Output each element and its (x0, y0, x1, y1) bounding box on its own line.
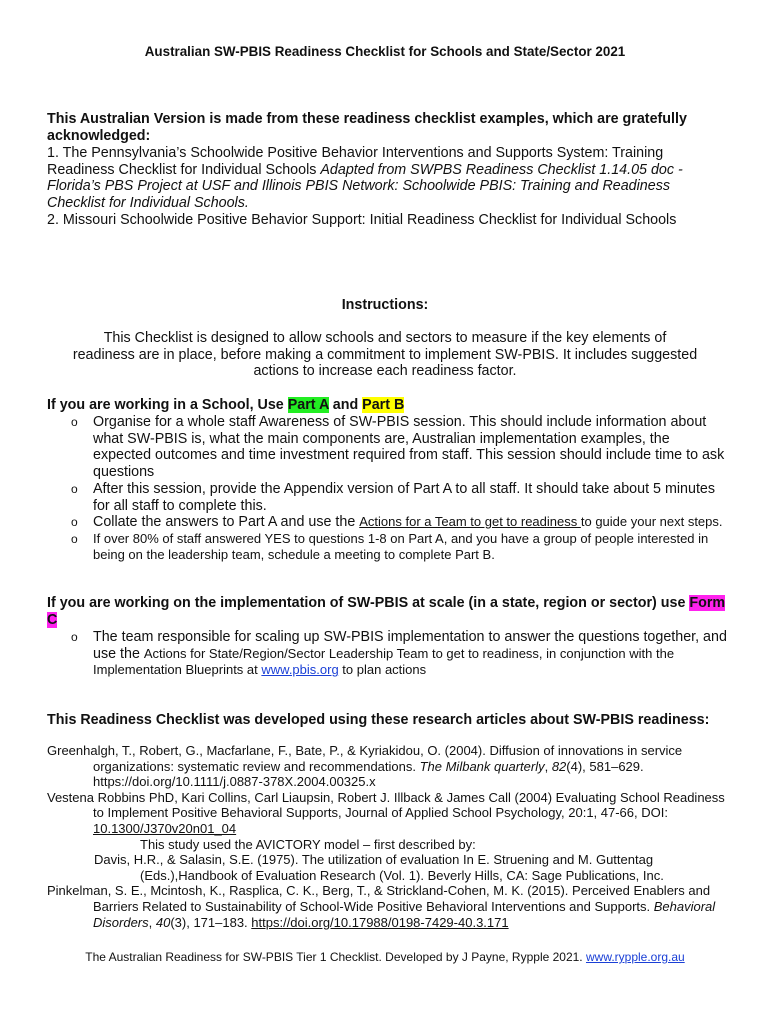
ref3-journal: Behavioral Disorders (93, 898, 716, 930)
scale-bullet-1-text: The team responsible for scaling up SW-PBIS implementation to answer the questions together, and use the (93, 629, 727, 662)
instructions-body: This Checklist is designed to allow schools and sectors to measure if the key elements of readiness are in place, before making a commitment to implement SW-PBIS. It includes suggested actions to increase each readiness factor. (72, 330, 698, 380)
footer-text: The Australian Readiness for SW-PBIS Tier 1 Checklist. Developed by J Payne, Rypple 2021. (85, 950, 586, 964)
reference-2-davis: Davis, H.R., & Salasin, S.E. (1975). The utilization of evaluation In E. Struening and M. Guttentag (Eds.),Handbook of Evaluation Research (Vol. 1). Beverly Hills, CA: Sage Publications, Inc. (94, 852, 664, 883)
acknowledgement-heading: This Australian Version is made from these readiness checklist examples, which are gratefully acknowledged: (47, 111, 687, 144)
scale-bullet-1 (47, 629, 727, 679)
scale-heading (47, 595, 727, 629)
reference-2 (47, 790, 727, 837)
scale-bullet-1-post: to plan actions (338, 662, 427, 678)
reference-3: Pinkelman, S. E., Mcintosh, K., Rasplica, C. K., Berg, T., & Strickland-Cohen, M. K. (2015). Perceived Enablers and Barriers Related to Sustainability of School-Wide Positive Behavioral Interventions and Supports. Behavioral Disorders, 40(3), 171–183. https://doi.org/10.17988/0198-7429-40.3.171 (47, 883, 716, 930)
school-bullet-list (47, 414, 727, 563)
reference-1: Greenhalgh, T., Robert, G., Macfarlane, F., Bate, P., & Kyriakidou, O. (2004). Diffusion of innovations in service organizations: systematic review and recommendations. The Milbank quarterly, 82(4), 581–629. https://doi.org/10.1111/j.0887-378X.2004.00325.x (47, 743, 683, 790)
scale-section (47, 595, 727, 679)
school-bullet-1: o Organise for a whole staff Awareness of SW-PBIS session. This should include information about what SW-PBIS is, what the main components are, Australian implementation examples, the expected outcomes and time investment required from staff. This session should include time to ask questions (47, 414, 727, 481)
ref3-text: Pinkelman, S. E., Mcintosh, K., Rasplica, C. K., Berg, T., & Strickland-Cohen, M. K. (2015). Perceived Enablers and Barriers Related to Sustainability of School-Wide Positive Behavioral Interventions and Supports. (47, 883, 711, 914)
ref1-journal: The Milbank quarterly (419, 758, 545, 774)
form-c-highlight: Form C (47, 595, 726, 628)
ref2-text: Vestena Robbins PhD, Kari Collins, Carl Liaupsin, Robert J. Illback & James Call (2004) Evaluating School Readiness to Implement Positive Behavioral Supports, Journal of Applied School Psychology, 20:1, 47-66, DOI: (47, 789, 725, 821)
ref3-volume: 40 (155, 914, 171, 930)
acknowledgement-item-2: 2. Missouri Schoolwide Positive Behavior Support: Initial Readiness Checklist for Individual Schools (47, 211, 677, 228)
school-bullet-3-post: to guide your next steps. (580, 514, 723, 530)
reference-2-note: This study used the AVICTORY model – first described by: (140, 836, 476, 852)
scale-bullet-1-small: Actions for State/Region/Sector Leadership Team to get to readiness, in conjunction with the Implementation Blueprints at (93, 645, 675, 678)
school-section (47, 397, 727, 563)
ref1-text: Greenhalgh, T., Robert, G., Macfarlane, F., Bate, P., & Kyriakidou, O. (2004). Diffusion of innovations in service organizations: systematic review and recommendations. (47, 743, 683, 774)
part-a-highlight: Part A (287, 397, 329, 413)
research-section (47, 712, 727, 729)
school-bullet-2: o After this session, provide the Appendix version of Part A to all staff. It should take about 5 minutes for all staff to complete this. (47, 481, 727, 514)
ref3-doi[interactable]: https://doi.org/10.17988/0198-7429-40.3.171 (251, 914, 509, 930)
instructions-heading: Instructions: (341, 297, 429, 313)
ack-item1-text: 1. The Pennsylvania’s Schoolwide Positive Behavior Interventions and Supports System: Training Readiness Checklist for Individual Schools (47, 145, 664, 178)
ref1-volume: 82 (551, 758, 567, 774)
page-title: Australian SW-PBIS Readiness Checklist for Schools and State/Sector 2021 (144, 44, 626, 59)
scale-bullet-list (47, 629, 727, 679)
ref1-post: (4), 581–629. https://doi.org/10.1111/j.0887-378X.2004.00325.x (93, 758, 644, 790)
school-bullet-3 (47, 514, 727, 531)
pbis-link[interactable]: www.pbis.org (261, 662, 339, 678)
research-heading: This Readiness Checklist was developed using these research articles about SW-PBIS readiness: (47, 712, 710, 728)
rypple-link[interactable]: www.rypple.org.au (585, 950, 685, 964)
ref2-doi[interactable]: 10.1300/J370v20n01_04 (93, 820, 237, 836)
acknowledgement-section (47, 111, 727, 229)
part-b-highlight: Part B (362, 397, 405, 413)
school-heading-text: If you are working in a School, Use (47, 397, 288, 413)
school-bullet-4: o If over 80% of staff answered YES to questions 1-8 on Part A, and you have a group of people interested in being on the leadership team, schedule a meeting to complete Part B. (47, 531, 727, 563)
acknowledgement-item-1 (47, 145, 727, 212)
reference-list (47, 743, 727, 930)
school-bullet-3-text: Collate the answers to Part A and use the (93, 514, 360, 531)
ack-item1-italic: Adapted from SWPBS Readiness Checklist 1.14.05 doc - Florida’s PBS Project at USF and Illinois PBIS Network: Schoolwide PBIS: Training and Readiness Checklist for Individual Schools. (47, 161, 683, 212)
school-heading (47, 397, 727, 414)
school-heading-and: and (328, 397, 363, 413)
actions-team-link[interactable]: Actions for a Team to get to readiness (359, 514, 581, 530)
scale-heading-text: If you are working on the implementation of SW-PBIS at scale (in a state, region or sector) use (47, 595, 690, 611)
ref3-post: (3), 171–183. (170, 914, 252, 930)
page-footer (0, 950, 770, 964)
